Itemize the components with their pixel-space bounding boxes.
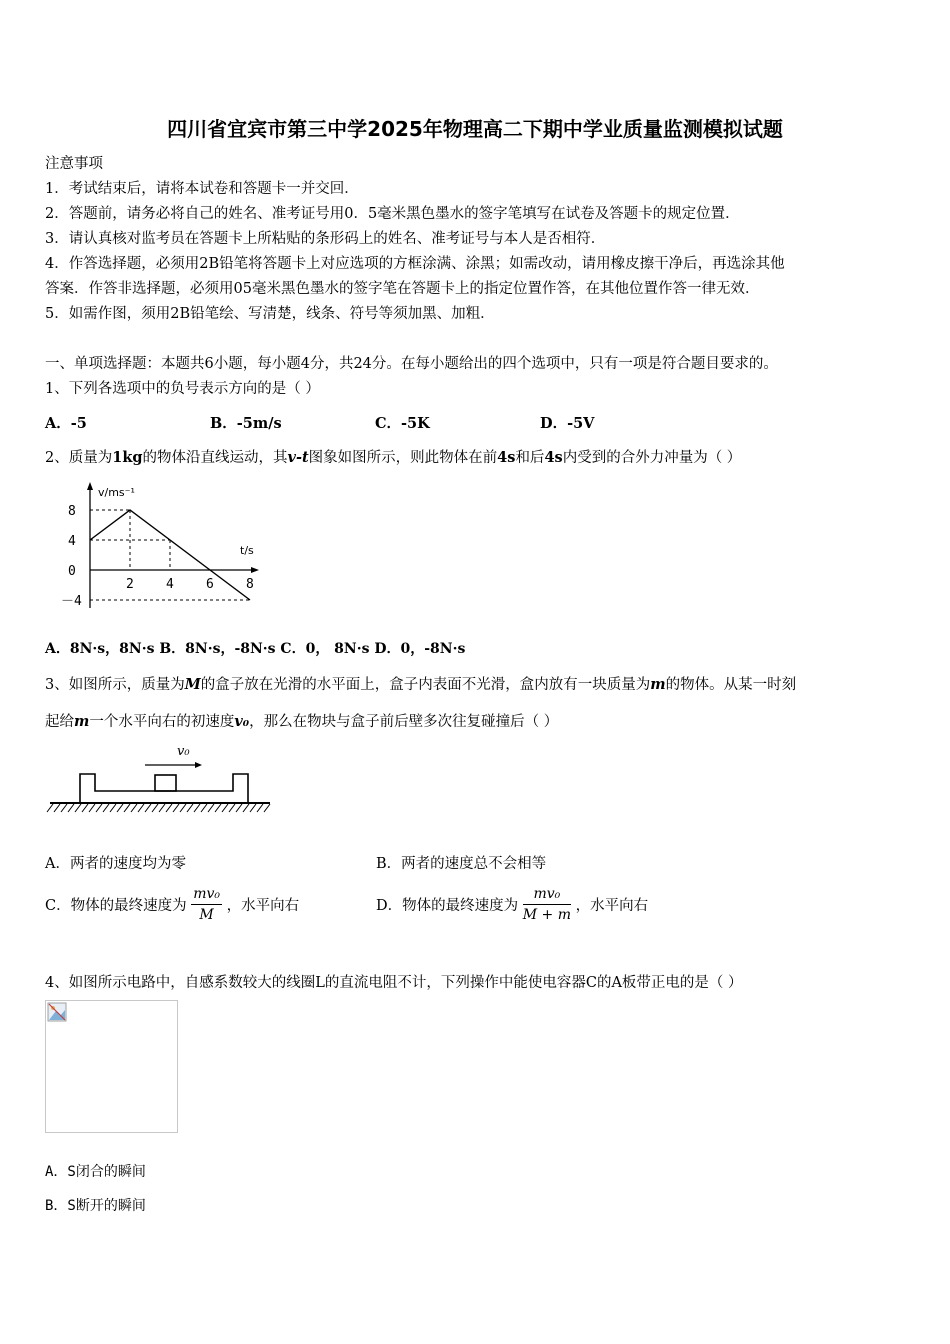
hatch-line bbox=[117, 804, 123, 812]
q2-options: A．8N·s，8N·s B．8N·s，-8N·s C．0， 8N·s D．0，-8N·s bbox=[45, 641, 466, 657]
hatch-line bbox=[208, 804, 214, 812]
hatch-line bbox=[145, 804, 151, 812]
hatch-line bbox=[173, 804, 179, 812]
x-tick-label: 4 bbox=[166, 577, 174, 592]
y-axis-arrow bbox=[87, 482, 93, 490]
hatch-line bbox=[54, 804, 60, 812]
hatch-line bbox=[47, 804, 53, 812]
velocity-arrowhead bbox=[195, 762, 202, 768]
y-axis-label: v/ms⁻¹ bbox=[98, 486, 135, 499]
page-title: 四川省宜宾市第三中学2025年物理高二下期中学业质量监测模拟试题 bbox=[167, 117, 783, 141]
q2-vt-graph bbox=[55, 478, 270, 618]
q1-option-a: A．-5 bbox=[45, 415, 87, 432]
hatch-line bbox=[243, 804, 249, 812]
q3-option-c: C．物体的最终速度为 $\frac{\text{mv₀}}{M}$ ，水平向右 bbox=[45, 886, 300, 923]
x-tick-label: 2 bbox=[126, 577, 134, 592]
q1-option-c: C．-5K bbox=[375, 415, 430, 432]
y-tick-label: 4 bbox=[68, 534, 76, 549]
hatch-line bbox=[96, 804, 102, 812]
hatch-line bbox=[89, 804, 95, 812]
block bbox=[155, 775, 176, 791]
broken-image-icon bbox=[47, 1002, 67, 1022]
hatch-line bbox=[159, 804, 165, 812]
broken-image-placeholder bbox=[45, 1000, 178, 1133]
hatch-line bbox=[201, 804, 207, 812]
notice-item: 4．作答选择题，必须用2B铅笔将答题卡上对应选项的方框涂满、涂黑；如需改动，请用橡皮擦干净后，再选涂其他 bbox=[45, 256, 785, 272]
notice-item: 1．考试结束后，请将本试卷和答题卡一并交回． bbox=[45, 181, 359, 197]
hatch-line bbox=[138, 804, 144, 812]
hatch-line bbox=[215, 804, 221, 812]
hatch-line bbox=[61, 804, 67, 812]
hatch-line bbox=[75, 804, 81, 812]
notice-heading: 注意事项 bbox=[45, 156, 103, 172]
notice-item: 5．如需作图，须用2B铅笔绘、写清楚，线条、符号等须加黑、加粗． bbox=[45, 306, 495, 322]
hatch-line bbox=[264, 804, 270, 812]
q3-stem-line2: 起给m一个水平向右的初速度v₀，那么在物块与盒子前后壁多次往复碰撞后（ ） bbox=[45, 713, 559, 730]
q3-option-a: A．两者的速度均为零 bbox=[45, 856, 186, 872]
q1-option-d: D．-5V bbox=[540, 415, 595, 432]
q3-option-b: B．两者的速度总不会相等 bbox=[376, 856, 547, 872]
q2-stem: 2、质量为1kg的物体沿直线运动，其v-t图象如图所示，则此物体在前4s和后4s内受到的合外力冲量为（ ） bbox=[45, 449, 742, 466]
x-axis-label: t/s bbox=[240, 544, 254, 557]
hatch-line bbox=[68, 804, 74, 812]
hatch-line bbox=[222, 804, 228, 812]
q3-stem-line1: 3、如图所示，质量为M的盒子放在光滑的水平面上，盒子内表面不光滑，盒内放有一块质量为m的物体。从某一时刻 bbox=[45, 676, 797, 693]
hatch-line bbox=[103, 804, 109, 812]
y-tick-label: 0 bbox=[68, 564, 76, 579]
hatch-line bbox=[82, 804, 88, 812]
notice-item: 3．请认真核对监考员在答题卡上所粘贴的条形码上的姓名、准考证号与本人是否相符． bbox=[45, 231, 606, 247]
y-tick-label: 8 bbox=[68, 504, 76, 519]
q3-option-d: D．物体的最终速度为 $\frac{\text{mv₀}}{M + m}$ ，水平向右 bbox=[376, 886, 649, 923]
hatch-line bbox=[250, 804, 256, 812]
x-axis-arrow bbox=[251, 567, 259, 573]
box-outline bbox=[80, 774, 248, 791]
q4-option-a: A．S闭合的瞬间 bbox=[45, 1164, 146, 1180]
q1-stem: 1、下列各选项中的负号表示方向的是（ ） bbox=[45, 381, 320, 397]
x-tick-label: 8 bbox=[246, 577, 254, 592]
hatch-line bbox=[194, 804, 200, 812]
hatch-line bbox=[124, 804, 130, 812]
notice-item: 2．答题前，请务必将自己的姓名、准考证号用0．5毫米黑色墨水的签字笔填写在试卷及答题卡的规定位置． bbox=[45, 206, 740, 222]
q4-stem: 4、如图所示电路中，自感系数较大的线圈L的直流电阻不计，下列操作中能使电容器C的A板带正电的是（ ） bbox=[45, 975, 743, 991]
hatch-line bbox=[236, 804, 242, 812]
hatch-line bbox=[131, 804, 137, 812]
hatch-line bbox=[257, 804, 263, 812]
hatch-line bbox=[180, 804, 186, 812]
hatch-line bbox=[166, 804, 172, 812]
ground-hatch bbox=[47, 804, 270, 812]
hatch-line bbox=[152, 804, 158, 812]
hatch-line bbox=[187, 804, 193, 812]
q1-option-b: B．-5m/s bbox=[210, 415, 282, 432]
section-heading: 一、单项选择题：本题共6小题，每小题4分，共24分。在每小题给出的四个选项中，只有一项是符合题目要求的。 bbox=[45, 356, 778, 372]
velocity-label: v₀ bbox=[177, 744, 190, 759]
q4-option-b: B．S断开的瞬间 bbox=[45, 1198, 146, 1214]
hatch-line bbox=[229, 804, 235, 812]
x-tick-label: 6 bbox=[206, 577, 214, 592]
hatch-line bbox=[110, 804, 116, 812]
notice-item: 答案．作答非选择题，必须用05毫米黑色墨水的签字笔在答题卡上的指定位置作答，在其他位置作答一律无效． bbox=[45, 281, 760, 297]
vt-axes bbox=[61, 482, 259, 609]
y-tick-label: －4 bbox=[61, 594, 82, 609]
q3-box-figure bbox=[45, 738, 275, 818]
